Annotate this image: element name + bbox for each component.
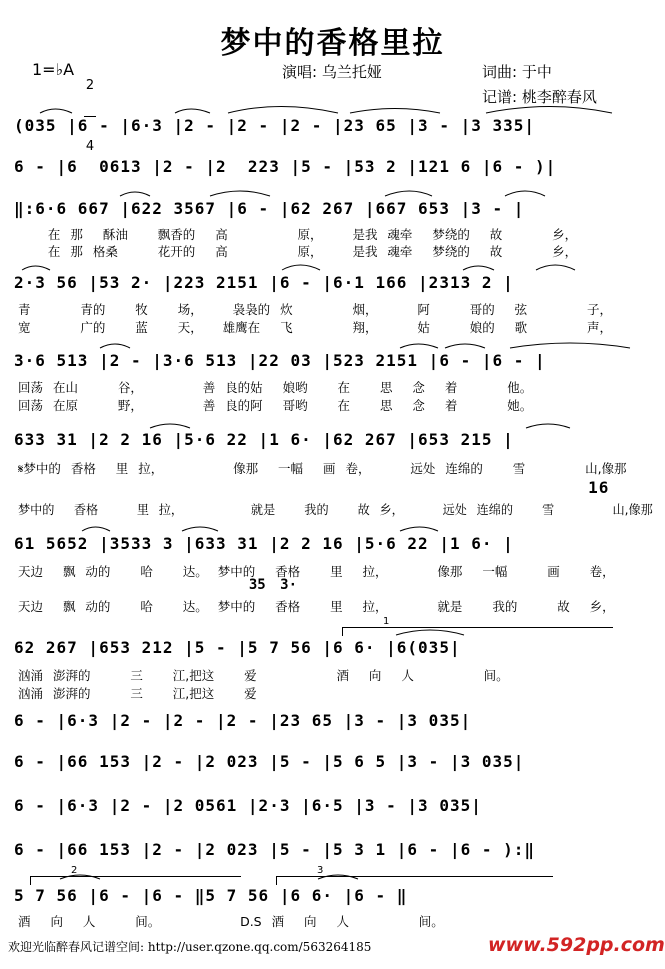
notation-line: 2·3 56 |53 2· |223 2151 |6 - |6·1 166 |2313 2 | — [14, 273, 514, 292]
notation-line: 3·6 513 |2 - |3·6 513 |22 03 |523 2151 |6 - |6 - | — [14, 351, 546, 370]
notation-line: 6 - |6·3 |2 - |2 0561 |2·3 |6·5 |3 - |3 035| — [14, 796, 482, 815]
notation-line: 62 267 |653 212 |5 - |5 7 56 |6 6· |6(035| — [14, 638, 461, 657]
notation-line: 6 - |6·3 |2 - |2 - |2 - |23 65 |3 - |3 035| — [14, 711, 472, 730]
notation-line: 6 - |66 153 |2 - |2 023 |5 - |5 6 5 |3 - |3 035| — [14, 752, 525, 771]
slur-arc — [282, 265, 320, 270]
lyric-line: 汹涌 澎湃的 三 江,把这 爱 — [18, 686, 257, 701]
notation-line: (035 |6 - |6·3 |2 - |2 - |2 - |23 65 |3 - |3 335| — [14, 116, 536, 135]
slur-arc — [396, 630, 464, 635]
lyric-line: 35 3· — [18, 577, 298, 593]
slur-arc — [350, 109, 440, 114]
lyric-line: 青 青的 牧 场， 袅袅的 炊 烟， 阿 哥的 弦 子， — [18, 302, 613, 317]
transcriber-credit: 记谱: 桃李醉春风 — [482, 88, 597, 106]
slur-arc — [385, 191, 432, 196]
slur-arc — [536, 265, 575, 270]
notation-line: ‖:6·6 667 |622 3567 |6 - |62 267 |667 653 |3 - | — [14, 199, 525, 218]
slur-arc — [228, 107, 338, 114]
notation-line: 6 - |6 0613 |2 - |2 223 |5 - |53 2 |121 6 |6 - )| — [14, 157, 557, 176]
page-title: 梦中的香格里拉 — [220, 26, 445, 61]
lyric-line: 天边 飘 动的 哈 达。 梦中的 香格 里 拉， 像那 一幅 画 卷， — [18, 564, 615, 579]
site-watermark: www.592pp.com — [488, 934, 665, 956]
slur-arc — [40, 109, 72, 113]
slur-arc — [182, 527, 218, 531]
slur-arc — [400, 344, 438, 348]
footer-text: 欢迎光临醉春风记谱空间: http://user.qzone.qq.com/563264185 — [8, 940, 372, 954]
slur-arc — [120, 192, 150, 196]
lyric-line: 酒 向 人 间。 D.S 酒 向 人 间。 — [18, 914, 444, 929]
slur-arc — [445, 344, 485, 348]
slur-arc — [463, 266, 494, 270]
slur-arc — [60, 875, 100, 879]
notation-line: 16 — [14, 478, 610, 497]
lyric-line: 天边 飘 动的 哈 达。 梦中的 香格 里 拉， 就是 我的 故 乡， — [18, 599, 615, 614]
lyric-line: 回荡 在原 野， 善 良的阿 哥哟 在 思 念 着 她。 — [18, 398, 533, 413]
notation-line: 5 7 56 |6 - |6 - ‖5 7 56 |6 6· |6 - ‖ — [14, 886, 408, 905]
lyric-line: 梦中的 香格 里 拉， 就是 我的 故 乡， 远处 连绵的 雪 山,像那 — [18, 502, 653, 517]
slur-arc — [318, 875, 358, 879]
slur-arc — [526, 424, 570, 428]
volta-label: 1 — [383, 616, 390, 627]
lyric-line: 回荡 在山 谷， 善 良的姑 娘哟 在 思 念 着 他。 — [18, 380, 533, 395]
singer-credit: 演唱: 乌兰托娅 — [282, 63, 382, 81]
lyricist-credit: 词曲: 于中 — [482, 63, 552, 81]
notation-line: 6 - |66 153 |2 - |2 023 |5 - |5 3 1 |6 - |6 - ):‖ — [14, 840, 536, 859]
lyric-line: 𝄋梦中的 香格 里 拉， 像那 一幅 画 卷， 远处 连绵的 雪 山,像那 — [18, 461, 627, 476]
key-signature: 1=♭A — [32, 60, 75, 79]
slur-arc — [510, 343, 630, 348]
notation-line: 633 31 |2 2 16 |5·6 22 |1 6· |62 267 |653 215 | — [14, 430, 514, 449]
volta-label: 3 — [317, 865, 324, 876]
slur-arc — [210, 191, 270, 196]
lyric-line: 宽 广的 蓝 天， 雄鹰在 飞 翔， 姑 娘的 歌 声， — [18, 320, 613, 335]
slur-arc — [505, 191, 545, 196]
lyric-line: 在 那 酥油 飘香的 高 原， 是我 魂牵 梦绕的 故 乡， — [18, 227, 578, 242]
time-signature-bottom: 4 — [85, 139, 95, 154]
slur-arc — [100, 344, 130, 348]
slur-arc — [400, 527, 438, 531]
slur-arc — [150, 424, 190, 428]
volta-label: 2 — [71, 865, 78, 876]
slur-arc — [22, 266, 50, 270]
slur-arc — [175, 109, 210, 113]
time-signature-top: 2 — [85, 78, 95, 93]
lyric-line: 在 那 格桑 花开的 高 原， 是我 魂牵 梦绕的 故 乡， — [18, 244, 578, 259]
notation-line: 61 5652 |3533 3 |633 31 |2 2 16 |5·6 22 |1 6· | — [14, 534, 514, 553]
lyric-line: 汹涌 澎湃的 三 江,把这 爱 酒 向 人 间。 — [18, 668, 509, 683]
slur-arc — [82, 527, 110, 531]
slur-arc — [486, 107, 612, 114]
